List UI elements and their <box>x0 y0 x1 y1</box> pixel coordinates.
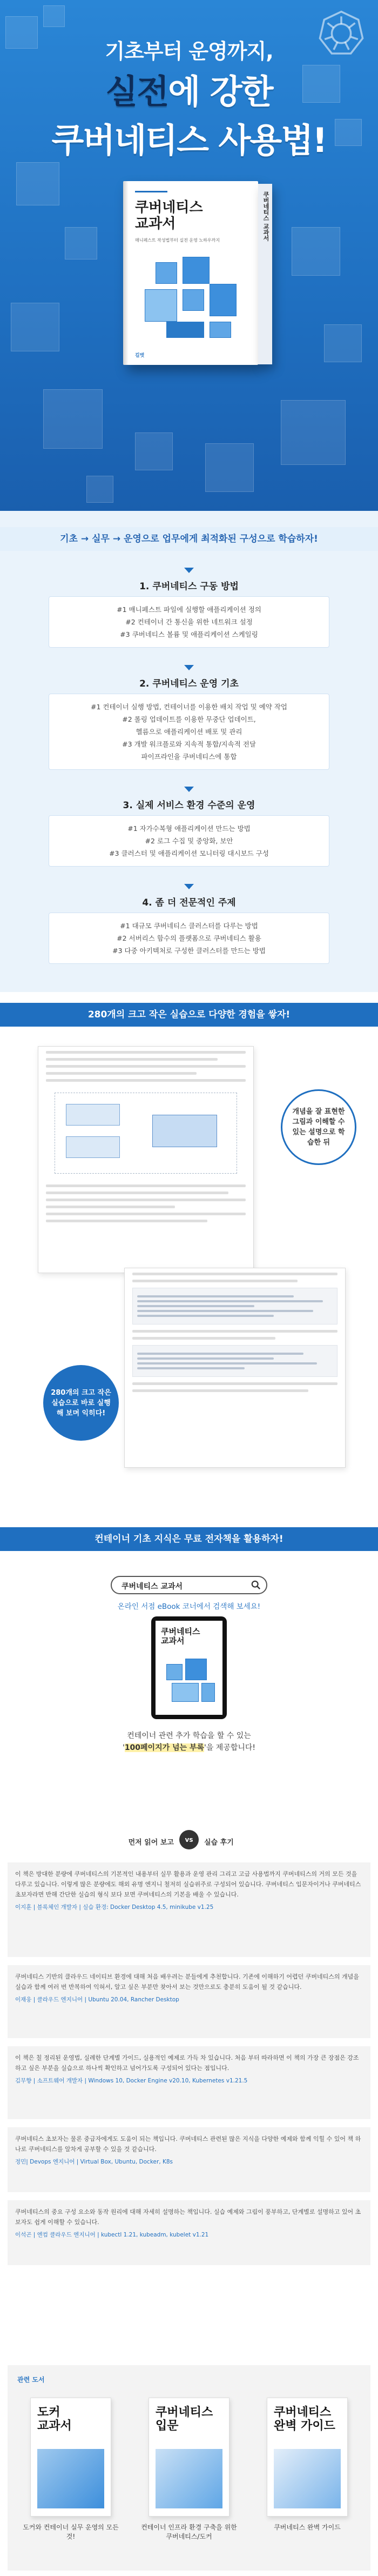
toc-item: 헬름으로 애플리케이션 배포 및 관리 <box>136 728 242 736</box>
toc-item: #2 컨테이너 간 통신을 위한 네트워크 설정 <box>125 618 253 626</box>
tablet-mockup <box>151 1616 227 1719</box>
related-book-caption: 쿠버네티스 완벽 가이드 <box>274 2524 341 2531</box>
review-card <box>8 2127 370 2192</box>
ebook-hint: 온라인 서점 eBook 코너에서 검색해 보세요! <box>117 1602 261 1611</box>
toc-item: #3 쿠버네티스 볼륨 및 애플리케이션 스케일링 <box>120 630 258 638</box>
code-snippet <box>132 1345 338 1377</box>
code-snippet <box>132 1288 338 1324</box>
toc-item: #3 개발 워크플로와 지속적 통합/지속적 전달 <box>122 740 256 748</box>
related-book-caption: 도커와 컨테이너 실무 운영의 모든 것! <box>23 2524 119 2540</box>
book-subtitle: 매니페스트 작성법부터 실전 운영 노하우까지 <box>135 238 220 243</box>
book-publisher: 길벗 <box>135 353 145 358</box>
chevron-down-icon <box>184 787 194 792</box>
toc-section-title: 2. 쿠버네티스 운영 기초 <box>139 678 239 689</box>
practice-section <box>0 992 378 1522</box>
review-author: 정민| Devops 엔지니어 | Virtual Box, Ubuntu, Docker, K8s <box>15 2159 173 2165</box>
ebook-description: 컨테이너 관련 추가 학습을 할 수 있는 '100페이지가 넘는 부록'을 제공합니다! <box>122 1732 256 1752</box>
toc-section-box <box>49 596 329 648</box>
book-spine: 쿠버네티스 교과서 <box>258 184 272 364</box>
toc-section-box <box>49 815 329 867</box>
review-card <box>8 2200 370 2265</box>
reviews-left-label: 먼저 읽어 보고 <box>128 1839 174 1847</box>
toc-section <box>49 665 329 770</box>
book-cover-illustration <box>134 251 247 343</box>
toc-item: #2 롤링 업데이트를 이용한 무중단 업데이트, <box>122 715 256 723</box>
diagram-figure <box>55 1093 237 1174</box>
toc-section-box <box>49 913 329 964</box>
related-book-cover[interactable]: 쿠버네티스 입문 <box>148 2398 230 2517</box>
toc-section-title: 4. 좀 더 전문적인 주제 <box>142 897 236 908</box>
related-book-caption: 컨테이너 인프라 환경 구축을 위한 쿠버네티스/도커 <box>141 2524 237 2540</box>
hero-kicker: 기초부터 운영까지, <box>105 39 273 63</box>
review-card <box>8 1862 370 1957</box>
review-body: 쿠버네티스 초보자는 물론 중급자에게도 도움이 되는 책입니다. 쿠버네티스 관련된 많은 지식을 다양한 예제와 함께 익힐 수 있어 책 하나로 쿠버네티스를 알차게 공부할 수 있을 것 같습니다. <box>15 2135 361 2153</box>
review-body: 이 책은 방대한 분량에 쿠버네티스의 기본적인 내용부터 실무 활용과 운영 관리 그리고 고급 사용법까지 쿠버네티스의 거의 모든 것을 다루고 있습니다. 이렇게 많은 분량에도 해외 유명 엔지니 철저히 실습위주로 구성되어 있습니다. 쿠버네티스 입문자이거나 쿠버네티스 초보자라면 반해 간단한 실습의 형식 보다 보면 쿠버네티스의 기본을 배울 수 있습니다. <box>15 1871 361 1898</box>
chevron-down-icon <box>184 568 194 573</box>
toc-item: #1 대규모 쿠버네티스 클러스터를 다루는 방법 <box>120 922 258 930</box>
review-card <box>8 2046 370 2119</box>
toc-section <box>49 568 329 648</box>
reviews-header <box>0 1830 378 1852</box>
related-book-cover[interactable]: 도커 교과서 <box>30 2398 111 2517</box>
sample-page-1 <box>38 1046 254 1273</box>
callout-bubble: 280개의 크고 작은 실습으로 바로 실행해 보며 익히다! <box>43 1365 119 1441</box>
hero-title-highlight: 실전 <box>105 72 168 111</box>
toc-item: #1 컨테이너 실행 방법, 컨테이너를 이용한 배치 작업 및 예약 작업 <box>90 703 287 711</box>
hero-title-line2: 쿠버네티스 사용법! <box>51 121 327 160</box>
toc-banner: 기초 → 실무 → 운영으로 업무에게 최적화된 구성으로 학습하자! <box>0 527 378 551</box>
toc-item: #2 서버리스 함수의 플랫폼으로 쿠버네티스 활용 <box>117 934 261 942</box>
tablet-book-title: 쿠버네티스 교과서 <box>161 1627 200 1646</box>
vs-badge: vs <box>179 1830 199 1849</box>
hero-banner <box>0 0 378 511</box>
callout-bubble: 개념을 잘 표현한 그림과 이해할 수 있는 설명으로 학습한 뒤 <box>281 1089 356 1165</box>
review-body: 이 책은 칠 정리된 운영법, 실례한 단계별 가이드, 실용적인 예제로 가득 차 있습니다. 처음 부터 따라하면 이 책의 가장 큰 장점은 강조하고 싶은 부분을 실습으로 하나씩 확인하고 넘어가도록 구성되어 있다는 점입니다. <box>15 2054 359 2072</box>
review-body: 쿠버네티스의 중요 구성 요소와 동작 원리에 대해 자세히 설명하는 책입니다. 실습 예제와 그림이 풍부하고, 단계별로 설명하고 있어 초보자도 쉽게 이해할 수 있습니다. <box>15 2208 361 2226</box>
review-author: 이재웅 | 클라우드 엔지니어 | Ubuntu 20.04, Rancher Desktop <box>15 1996 179 2003</box>
toc-section <box>49 884 329 964</box>
toc-section <box>49 787 329 867</box>
review-card <box>8 1965 370 2038</box>
toc-item: 파이프라인을 쿠버네티스에 통합 <box>141 753 237 761</box>
practice-bar: 280개의 크고 작은 실습으로 다양한 경험을 쌓자! <box>0 1003 378 1027</box>
toc-section-title: 3. 실제 서비스 환경 수준의 운영 <box>123 800 255 811</box>
search-text: 쿠버네티스 교과서 <box>122 1582 183 1591</box>
toc-section-box <box>49 694 329 770</box>
review-author: 이지훈 | 블록체인 개발자 | 실습 환경: Docker Desktop 4.5, minikube v1.25 <box>15 1904 214 1911</box>
related-book-cover[interactable]: 쿠버네티스 완벽 가이드 <box>267 2398 348 2517</box>
ebook-bar: 컨테이너 기초 지식은 무료 전자책을 활용하자! <box>0 1527 378 1551</box>
related-books-panel <box>8 2365 370 2571</box>
highlight-text: 100페이지가 넘는 부록 <box>124 1743 204 1752</box>
toc-section-title: 1. 쿠버네티스 구동 방법 <box>139 581 239 592</box>
review-author: 이석곤 | 엔컴 클라우드 엔지니어 | kubectl 1.21, kubeadm, kubelet v1.21 <box>15 2232 209 2238</box>
toc-item: #1 매니페스트 파일에 실행할 애플리케이션 정의 <box>117 605 261 614</box>
book-title: 쿠버네티스 교과서 <box>135 199 203 232</box>
search-box[interactable] <box>111 1576 267 1594</box>
related-tag: 관련 도서 <box>17 2376 45 2384</box>
chevron-down-icon <box>184 884 194 889</box>
reviews-section <box>0 1825 378 2365</box>
reviews-right-label: 실습 후기 <box>204 1839 234 1847</box>
table-of-contents <box>0 511 378 992</box>
hero-title-line1 <box>0 65 378 113</box>
toc-item: #2 로그 수집 및 중앙화, 보안 <box>145 837 233 845</box>
search-icon[interactable] <box>251 1580 261 1590</box>
review-body: 쿠버네티스 기반의 클라우드 네이티브 환경에 대해 처음 배우려는 분들에게 추천합니다. 기존에 이해하기 어렵던 쿠버네티스의 개념을 실습과 함께 여러 번 반복하여 익혀서, 알고 싶은 부분만 찾아서 보는 것만으로도 충분히 도움이 될 것 같습니다. <box>15 1973 359 1991</box>
ebook-section <box>0 1522 378 1825</box>
review-author: 김무향 | 소프트웨어 개발자 | Windows 10, Docker Engine v20.10, Kubernetes v1.21.5 <box>15 2078 248 2084</box>
sample-page-2 <box>124 1268 346 1468</box>
hero-title-rest: 에 강한 <box>168 72 273 111</box>
toc-item: #1 자가수복형 애플리케이션 만드는 방법 <box>127 824 251 833</box>
book-cover <box>123 181 258 365</box>
related-books-section <box>0 2365 378 2576</box>
chevron-down-icon <box>184 665 194 670</box>
toc-item: #3 다중 아키텍처로 구성한 클러스터를 만드는 방법 <box>112 947 266 955</box>
toc-item: #3 클러스터 및 애플리케이션 모니터링 대시보드 구성 <box>109 849 269 857</box>
